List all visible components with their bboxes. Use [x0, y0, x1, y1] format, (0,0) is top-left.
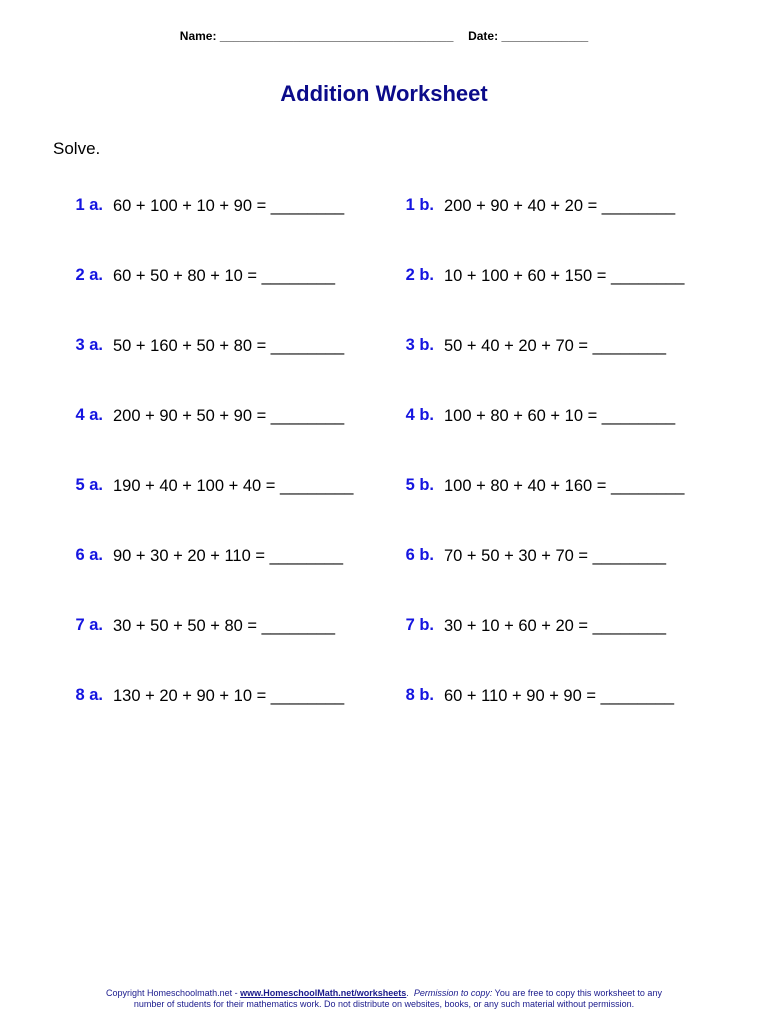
problem-expression: 30 + 50 + 50 + 80 = ________ [113, 617, 336, 635]
problem-expression: 70 + 50 + 30 + 70 = ________ [444, 547, 667, 565]
problem-label: 2 a. [75, 266, 103, 284]
problem-label: 5 b. [405, 476, 434, 494]
problem-expression: 100 + 80 + 60 + 10 = ________ [444, 407, 676, 425]
problem-label: 3 a. [75, 336, 103, 354]
problem-expression: 60 + 110 + 90 + 90 = ________ [444, 687, 674, 705]
footer-line-2: number of students for their mathematics work. Do not distribute on websites, books, or any such material without permission. [133, 999, 635, 1009]
homeschoolmath-link[interactable]: www.HomeschoolMath.net/worksheets [240, 988, 407, 998]
name-date-header [0, 29, 768, 43]
problem-expression: 100 + 80 + 40 + 160 = ________ [444, 477, 685, 495]
problem-label: 8 b. [405, 686, 434, 704]
problem-label: 6 a. [75, 546, 103, 564]
problem-expression: 10 + 100 + 60 + 150 = ________ [444, 267, 685, 285]
problem-label: 1 b. [405, 196, 434, 214]
page-title: Addition Worksheet [280, 81, 488, 106]
problem-label: 5 a. [75, 476, 103, 494]
problem-expression: 60 + 50 + 80 + 10 = ________ [113, 267, 336, 285]
problem-expression: 50 + 160 + 50 + 80 = ________ [113, 337, 345, 355]
problem-expression: 90 + 30 + 20 + 110 = ________ [113, 547, 343, 565]
problem-label: 1 a. [75, 196, 103, 214]
instruction-text: Solve. [53, 139, 101, 158]
permission-text: You are free to copy this worksheet to any [492, 988, 662, 998]
problem-label: 4 a. [75, 406, 103, 424]
problem-expression: 30 + 10 + 60 + 20 = ________ [444, 617, 667, 635]
copyright-footer [0, 988, 768, 1010]
footer-line-1: Copyright Homeschoolmath.net - www.HomeschoolMath.net/worksheets. Permission to copy: You are free to copy this worksheet to any [106, 988, 662, 998]
problem-label: 7 a. [75, 616, 103, 634]
problem-label: 6 b. [405, 546, 434, 564]
problem-expression: 190 + 40 + 100 + 40 = ________ [113, 477, 354, 495]
problem-label: 2 b. [405, 266, 434, 284]
name-label: Name: [179, 29, 217, 43]
problem-label: 3 b. [405, 336, 434, 354]
name-blank: ___________________________________ [219, 29, 454, 43]
copyright-text: Copyright Homeschoolmath.net - [106, 988, 241, 998]
problem-expression: 60 + 100 + 10 + 90 = ________ [113, 197, 345, 215]
problem-expression: 130 + 20 + 90 + 10 = ________ [113, 687, 345, 705]
problem-expression: 50 + 40 + 20 + 70 = ________ [444, 337, 667, 355]
problem-expression: 200 + 90 + 50 + 90 = ________ [113, 407, 345, 425]
problem-label: 7 b. [405, 616, 434, 634]
problem-label: 8 a. [75, 686, 103, 704]
problem-expression: 200 + 90 + 40 + 20 = ________ [444, 197, 676, 215]
permission-label: Permission to copy: [413, 988, 493, 998]
date-label: Date: [468, 29, 499, 43]
problem-label: 4 b. [405, 406, 434, 424]
date-blank: _____________ [501, 29, 589, 43]
